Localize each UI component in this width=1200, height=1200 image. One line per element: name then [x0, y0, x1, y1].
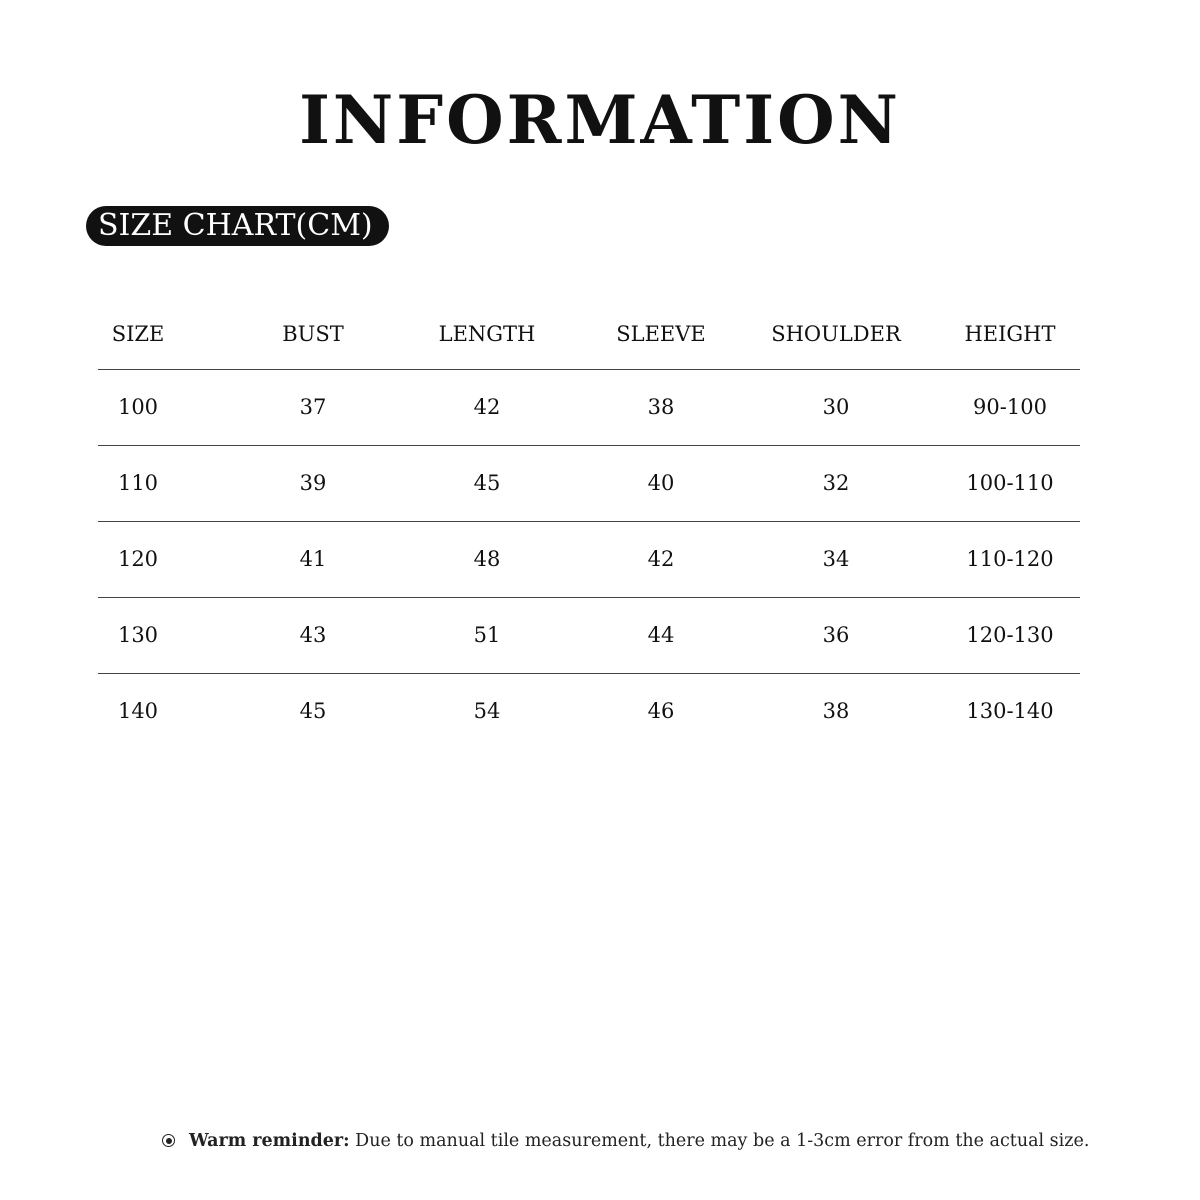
table-cell: 120-130	[966, 623, 1054, 647]
table-cell: 38	[822, 699, 850, 723]
page-title: INFORMATION	[299, 81, 901, 159]
table-row	[98, 597, 1080, 673]
table-cell: 36	[822, 623, 850, 647]
table-cell: 42	[473, 395, 501, 419]
header-cell-height: HEIGHT	[964, 322, 1056, 346]
table-cell: 32	[822, 471, 850, 495]
table-cell: 100	[117, 395, 159, 419]
warm-reminder-note	[162, 1128, 1089, 1154]
table-cell: 44	[647, 623, 675, 647]
table-cell: 120	[117, 547, 159, 571]
table-cell: 38	[647, 395, 675, 419]
table-cell: 42	[647, 547, 675, 571]
table-header-row	[98, 296, 1080, 369]
table-row	[98, 369, 1080, 445]
table-cell: 90-100	[973, 395, 1047, 419]
table-cell: 54	[473, 699, 501, 723]
header-cell-length: LENGTH	[438, 322, 536, 346]
table-row	[98, 521, 1080, 597]
table-cell: 140	[117, 699, 159, 723]
table-cell: 34	[822, 547, 850, 571]
radio-bullet-icon	[162, 1134, 175, 1147]
table-cell: 45	[473, 471, 501, 495]
table-cell: 51	[473, 623, 501, 647]
table-cell: 39	[299, 471, 327, 495]
table-cell: 100-110	[966, 471, 1054, 495]
size-chart-badge: SIZE CHART(CM)	[86, 206, 389, 246]
size-chart-table	[98, 296, 1080, 749]
table-cell: 130-140	[966, 699, 1054, 723]
table-cell: 110	[117, 471, 159, 495]
warm-reminder-label: Warm reminder:	[189, 1131, 350, 1151]
header-cell-shoulder: SHOULDER	[771, 322, 901, 346]
table-cell: 37	[299, 395, 327, 419]
table-cell: 41	[299, 547, 327, 571]
table-row	[98, 445, 1080, 521]
table-cell: 110-120	[966, 547, 1054, 571]
table-cell: 40	[647, 471, 675, 495]
table-cell: 43	[299, 623, 327, 647]
header-cell-sleeve: SLEEVE	[616, 322, 706, 346]
header-cell-bust: BUST	[282, 322, 344, 346]
table-cell: 48	[473, 547, 501, 571]
warm-reminder-text: Due to manual tile measurement, there may be a 1-3cm error from the actual size.	[355, 1131, 1090, 1151]
table-cell: 45	[299, 699, 327, 723]
table-cell: 30	[822, 395, 850, 419]
table-row	[98, 673, 1080, 749]
table-cell: 130	[117, 623, 159, 647]
table-cell: 46	[647, 699, 675, 723]
header-cell-size: SIZE	[111, 322, 165, 346]
